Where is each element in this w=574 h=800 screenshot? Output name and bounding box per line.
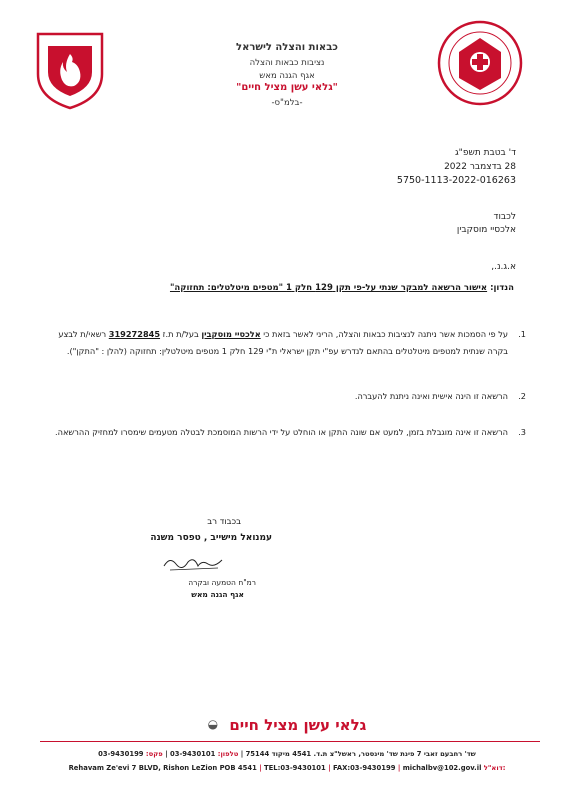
footer-divider	[40, 741, 540, 742]
p1-text-c: רשאי/ת לבצע בקרה שנתית למטפים מיטלטלים בהתאם לנדרש עפ"י תקן ישראלי ת"י 129 חלק 1 מטפים מיטלטלין: תחזוקה (להלן : "התקן").	[58, 329, 508, 356]
fire-protection-shield-icon	[34, 28, 106, 110]
signer-name: עמנואל מישייב , טפסר משנה	[150, 533, 272, 543]
p3-text: הרשאה זו אינה מוגבלת בזמן, למעט אם שונה התקן או הוחלט על ידי הרשות המוסמכת לבטלה מטעמים שימסרו למחזיק ההרשאה.	[55, 427, 508, 437]
greeting: א.ג.נ.,	[491, 262, 516, 272]
footer-address-en: Rehavam Ze'evi 7 BLVD, Rishon LeZion POB 4541	[68, 764, 257, 772]
footer-email-label: דוא"ל:	[483, 764, 506, 772]
footer-phone: 03-9430101	[169, 750, 216, 758]
subject-text: אישור הרשאה למבקר שנתי על-פי תקן 129 חלק 1 "מטפים מיטלטלים: תחזוקה"	[169, 283, 488, 293]
footer-fax: 03-9430199	[98, 750, 144, 758]
footer-brand-text: גלאי עשן מציל חיים	[229, 716, 367, 734]
footer-email[interactable]: michalbv@102.gov.il	[402, 764, 482, 772]
footer-english-contact: Rehavam Ze'evi 7 BLVD, Rishon LeZion POB 4541 | TEL:03-9430101 | FAX:03-9430199 | michalbv@102.gov.il דוא"ל:	[68, 764, 506, 772]
smoke-detector-icon: ◒	[207, 717, 219, 731]
footer-hebrew-contact: שד' רחבעם זאבי 7 פינת שד' מינסטר, ראשל"צ ת.ד. 4541 מיקוד 75144 | טלפון: 03-9430101 | פקס: 03-9430199	[98, 750, 476, 758]
p2-text: הרשאה זו הינה אישית ואינה ניתנת להעברה.	[354, 391, 508, 401]
date-gregorian: 28 בדצמבר 2022	[444, 162, 516, 172]
paragraph-3	[41, 424, 526, 441]
p1-text-a: על פי הסמכות אשר ניתנה לנציבות כבאות והצלה, הריני לאשר בזאת כי	[260, 329, 508, 339]
org-name: כבאות והצלה לישראל	[236, 42, 338, 53]
paragraph-1	[41, 326, 526, 360]
paragraph-number: 3.	[518, 427, 526, 437]
campaign-slogan: "גלאי עשן מציל חיים"	[236, 82, 338, 93]
p1-text-b: בעל/ת ת.ז	[160, 329, 202, 339]
reference-number: 5750-1113-2022-016263	[396, 175, 516, 186]
subject-label: הנדון:	[490, 283, 514, 293]
classification: -בלמ"ס-	[271, 98, 303, 108]
fire-rescue-emblem-icon	[437, 20, 523, 106]
paragraph-number: 2.	[518, 391, 526, 401]
holder-id: 319272845	[108, 329, 161, 339]
recipient-name: אלכסיי מוסקבין	[456, 225, 516, 235]
footer-tel-en: TEL:03-9430101	[264, 764, 326, 772]
footer-brand	[0, 716, 574, 734]
subject-line	[54, 283, 514, 293]
footer-address-he: שד' רחבעם זאבי 7 פינת שד' מינסטר, ראשל"צ ת.ד. 4541 מיקוד 75144	[245, 750, 476, 758]
commission-name: נציבות כבאות והצלה	[249, 58, 325, 68]
closing-regards: בכבוד רב	[207, 517, 241, 527]
paragraph-2	[41, 388, 526, 405]
to-label: לכבוד	[493, 212, 516, 222]
signer-department: אגף הגנה מאש	[191, 590, 244, 599]
signer-role: רמ"ח הטמעה ובקרה	[188, 578, 256, 587]
date-hebrew: ד' בטבת תשפ"ג	[454, 148, 516, 158]
division-name: אגף הגנה מאש	[259, 71, 315, 81]
footer-phone-label: טלפון:	[217, 750, 239, 758]
holder-name: אלכסיי מוסקבין	[201, 329, 261, 339]
paragraph-number: 1.	[518, 329, 526, 339]
footer-fax-en: FAX:03-9430199	[332, 764, 396, 772]
footer-fax-label: פקס:	[145, 750, 163, 758]
handwritten-signature-icon	[160, 552, 230, 574]
